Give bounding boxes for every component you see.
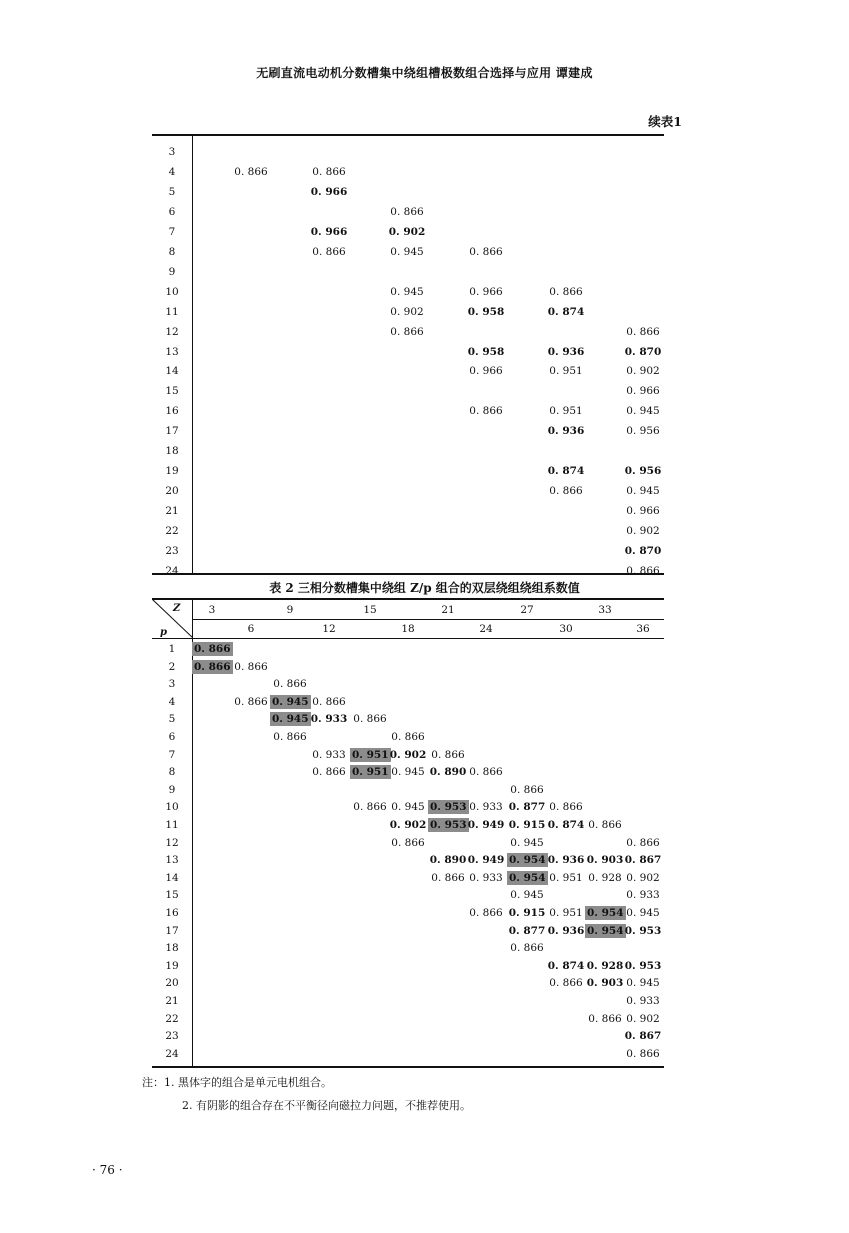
table1-cell: 0. 870 [624,545,662,557]
table2-row-label: 24 [165,1047,179,1060]
table1-cell: 0. 951 [549,405,583,418]
table2-cell-shaded: 0. 953 [430,819,467,831]
table2-cell: 0. 936 [547,924,585,937]
table2-cell: 0. 902 [626,1012,660,1025]
table2-cell-shaded: 0. 866 [194,660,231,673]
table1-cell: 0. 956 [626,425,660,438]
table2-cell: 0. 945 [391,766,425,779]
note-line-1: 注：1. 黑体字的组合是单元电机组合。 [142,1076,332,1089]
table2-cell: 0. 867 [624,1030,662,1043]
table2-row-label: 15 [165,889,179,902]
table2-bottom-rule [152,1066,664,1068]
table1-cell: 0. 958 [467,345,505,358]
table1-cell: 0. 966 [310,225,348,238]
table2-cell: 0. 933 [626,995,660,1007]
table2-cell-shaded: 0. 945 [272,713,309,726]
table1-cell: 0. 966 [626,505,660,518]
table2-header-bottom-rule [152,638,664,639]
table1-cell: 0. 966 [469,365,503,378]
table1-cell: 0. 956 [624,465,662,478]
table2-cell: 0. 866 [312,695,346,708]
table2-row-label: 23 [165,1030,179,1043]
table1-row-label: 7 [168,225,176,238]
note-line-2: 2. 有阴影的组合存在不平衡径向磁拉力问题，不推荐使用。 [182,1099,471,1112]
table2-cell: 0. 945 [626,977,660,990]
table1-row-label: 3 [168,146,176,158]
table1-row-label: 20 [165,485,179,498]
table2-cell: 0. 866 [234,660,268,673]
table2-cell-shaded: 0. 953 [430,801,467,814]
table2-row-label: 19 [165,959,179,972]
table2-cell: 0. 866 [510,783,544,796]
table2-cell: 0. 936 [547,854,585,867]
table2-cell: 0. 945 [510,836,544,849]
table1-cell: 0. 874 [547,465,585,478]
table2-cell: 0. 866 [549,977,583,990]
table1-cell: 0. 866 [312,165,346,178]
table2-row-label: 4 [168,695,176,708]
table2-cell-shaded: 0. 951 [352,748,389,761]
table2-row-label: 2 [168,660,176,673]
table1-cell: 0. 866 [626,564,660,577]
table2-cell: 0. 951 [549,871,583,884]
z-header-lower: 36 [636,623,650,635]
table2-cell: 0. 902 [389,748,427,761]
table1-cell: 0. 866 [390,205,424,218]
table2-cell: 0. 866 [588,1012,622,1025]
table1-row-label: 14 [165,365,179,378]
table2-cell: 0. 915 [508,819,546,831]
table2-cell: 0. 949 [467,819,505,831]
table2-cell: 0. 933 [469,871,503,884]
table1-cell: 0. 966 [626,385,660,398]
table1-cell: 0. 936 [547,425,585,438]
table2-cell: 0. 890 [429,854,467,867]
table1-cell: 0. 866 [234,165,268,178]
table2-cell: 0. 928 [586,959,624,972]
table2-cell: 0. 866 [469,766,503,779]
table1-row-label: 13 [165,345,179,358]
table2-cell: 0. 866 [273,678,307,691]
table1-cell: 0. 902 [626,365,660,378]
table1-row-label: 15 [165,385,179,398]
table2-row-label: 3 [168,678,176,691]
table2-row-label: 22 [165,1012,179,1025]
z-header-upper: 9 [286,604,294,616]
table2-cell: 0. 902 [626,871,660,884]
table1-row-label: 21 [165,505,179,518]
table2-cell: 0. 866 [312,766,346,779]
table2-header-mid-rule [192,619,664,620]
table1-row-label: 16 [165,405,179,418]
table2-cell: 0. 903 [586,854,624,867]
z-header-lower: 12 [322,623,336,635]
table1-row-label: 18 [165,445,179,458]
table2-cell: 0. 866 [391,731,425,743]
z-header-lower: 18 [401,623,415,635]
z-header-upper: 15 [363,604,377,616]
table2-caption: 表 2 三相分数槽集中绕组 Z/p 组合的双层绕组绕组系数值 [269,581,580,595]
table2-cell: 0. 945 [510,889,544,902]
table2-cell: 0. 928 [588,871,622,884]
table1-cell: 0. 902 [390,305,424,318]
table1-row-label: 4 [168,165,176,178]
table2-row-label: 14 [165,871,179,884]
table1-cell: 0. 874 [547,305,585,318]
table2-row-label: 16 [165,907,179,919]
z-header-lower: 24 [479,623,493,635]
table2-cell: 0. 902 [389,819,427,831]
table1-cell: 0. 936 [547,345,585,358]
z-header-upper: 33 [598,604,612,616]
table2-row-label: 1 [168,643,176,655]
table2-cell: 0. 915 [508,907,546,919]
table2-cell: 0. 953 [624,924,662,937]
table2-row-label: 13 [165,854,179,867]
table2-cell-shaded: 0. 954 [587,924,624,937]
table1-cell: 0. 866 [549,285,583,298]
table2-cell: 0. 866 [469,907,503,919]
continued-label: 续表1 [648,114,682,129]
table2-cell: 0. 945 [626,907,660,919]
table2-row-label: 18 [165,942,179,955]
table2-cell: 0. 953 [624,959,662,972]
table2-cell: 0. 866 [431,871,465,884]
z-header-lower: 6 [247,623,255,635]
table1-cell: 0. 945 [390,285,424,298]
table2-cell: 0. 874 [547,959,585,972]
table2-cell: 0. 877 [508,924,546,937]
table1-row-label: 6 [168,205,176,218]
table2-cell-shaded: 0. 954 [509,871,546,884]
table2-row-label: 11 [165,819,179,831]
table2-row-label: 8 [168,766,176,779]
table2-cell: 0. 866 [353,713,387,726]
table2-cell: 0. 866 [391,836,425,849]
table1-row-label: 5 [168,185,176,198]
table2-cell: 0. 945 [391,801,425,814]
table1-row-label: 22 [165,525,179,538]
table2-row-label: 5 [168,713,176,726]
table1-cell: 0. 951 [549,365,583,378]
table2-cell: 0. 933 [469,801,503,814]
table1-cell: 0. 866 [312,245,346,258]
z-header-upper: 21 [441,604,455,616]
table2-row-label: 17 [165,924,179,937]
table1-row-label: 19 [165,465,179,478]
table2-cell-shaded: 0. 945 [272,695,309,708]
table2-cell-shaded: 0. 954 [587,907,624,919]
table1-row-label: 11 [165,305,179,318]
table1-row-label: 9 [168,265,176,278]
table1-cell: 0. 966 [469,285,503,298]
table2-cell: 0. 933 [310,713,348,726]
table2-cell: 0. 903 [586,977,624,990]
table1-row-label: 23 [165,545,179,557]
table2-cell: 0. 949 [467,854,505,867]
corner-p-label: p [160,627,167,638]
table2-cell: 0. 867 [624,854,662,867]
table1-row-label: 17 [165,425,179,438]
table2-row-label: 10 [165,801,179,814]
table1-top-rule [152,134,664,136]
table2-cell: 0. 866 [588,819,622,831]
table2-row-label: 12 [165,836,179,849]
table1-row-label: 12 [165,325,179,338]
z-header-upper: 3 [208,604,216,616]
z-header-upper: 27 [520,604,534,616]
table1-cell: 0. 902 [626,525,660,538]
table2-cell-shaded: 0. 866 [194,643,231,655]
table2-cell: 0. 866 [273,731,307,743]
table2-cell: 0. 890 [429,766,467,779]
table1-cell: 0. 945 [626,405,660,418]
table1-row-label: 10 [165,285,179,298]
table2-row-label: 7 [168,748,176,761]
table1-cell: 0. 866 [626,325,660,338]
table1-bottom-rule [152,573,664,575]
table2-cell: 0. 866 [234,695,268,708]
table2-row-label: 20 [165,977,179,990]
table1-cell: 0. 945 [626,485,660,498]
table2-row-label: 6 [168,731,176,743]
table2-cell: 0. 866 [626,836,660,849]
table2-cell: 0. 877 [508,801,546,814]
z-header-lower: 30 [559,623,573,635]
running-title: 无刷直流电动机分数槽集中绕组槽极数组合选择与应用 谭建成 [256,66,593,80]
table1-vertical-rule [192,134,193,574]
table1-cell: 0. 866 [390,325,424,338]
table1-cell: 0. 866 [469,245,503,258]
table1-cell: 0. 945 [390,245,424,258]
table2-cell: 0. 933 [626,889,660,902]
table1-cell: 0. 966 [310,185,348,198]
table2-cell: 0. 866 [431,748,465,761]
table2-row-label: 9 [168,783,176,796]
table1-cell: 0. 902 [388,225,426,238]
table2-cell: 0. 874 [547,819,585,831]
table1-cell: 0. 866 [469,405,503,418]
table2-cell: 0. 933 [312,748,346,761]
table2-cell: 0. 866 [626,1047,660,1060]
table1-row-label: 8 [168,245,176,258]
corner-z-label: Z [173,603,181,614]
table2-cell-shaded: 0. 951 [352,766,389,779]
table2-top-rule [152,598,664,600]
table2-cell: 0. 866 [353,801,387,814]
table1-cell: 0. 870 [624,345,662,358]
table1-row-label: 24 [165,564,179,577]
page-number: · 76 · [92,1163,123,1177]
table2-cell: 0. 951 [549,907,583,919]
table2-row-label: 21 [165,995,179,1007]
table2-cell-shaded: 0. 954 [509,854,546,867]
table1-cell: 0. 866 [549,485,583,498]
table2-cell: 0. 866 [549,801,583,814]
table2-cell: 0. 866 [510,942,544,955]
table1-cell: 0. 958 [467,305,505,318]
